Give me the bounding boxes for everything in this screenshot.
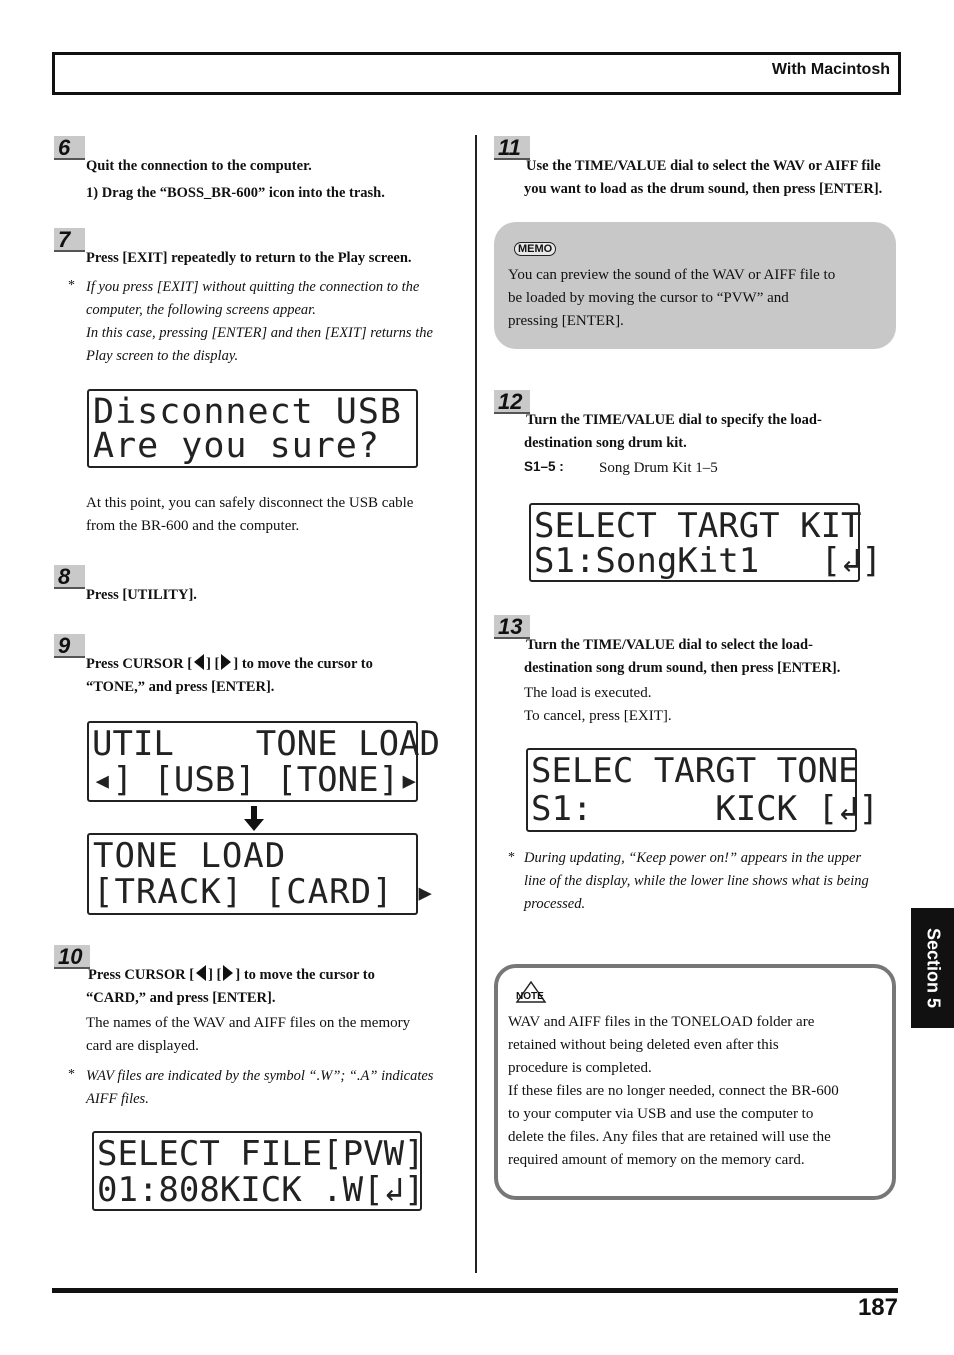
step-10-title-part: Press CURSOR [ xyxy=(88,967,195,983)
memo-badge: MEMO xyxy=(514,242,556,256)
note-line: required amount of memory on the memory card. xyxy=(508,1152,805,1168)
note-line: retained without being deleted even after this xyxy=(508,1037,779,1053)
lcd-line: SELEC TARGT TONE xyxy=(531,751,859,791)
step-11-title-line: you want to load as the drum sound, then press [ENTER]. xyxy=(524,181,883,197)
cursor-left-icon xyxy=(196,965,206,981)
note-line: If these files are no longer needed, connect the BR-600 xyxy=(508,1083,839,1099)
step-7-note-line: In this case, pressing [ENTER] and then [EXIT] returns the xyxy=(86,325,433,341)
step-13-title-line: Turn the TIME/VALUE dial to select the load- xyxy=(526,637,813,653)
lcd-select-target-kit xyxy=(529,503,882,582)
step-number-9: 9 xyxy=(54,634,85,658)
step-9-title-part: ] to move the cursor to xyxy=(233,656,373,672)
step-10-body-line: The names of the WAV and AIFF files on the memory xyxy=(86,1015,411,1031)
lcd-line: SELECT TARGT KIT xyxy=(534,506,862,546)
cursor-right-icon xyxy=(221,654,231,670)
step-11-title-line: Use the TIME/VALUE dial to select the WAV or AIFF file xyxy=(526,158,881,174)
step-13-body-line: To cancel, press [EXIT]. xyxy=(524,708,672,724)
asterisk-mark: * xyxy=(508,850,515,865)
memo-line: You can preview the sound of the WAV or AIFF file to xyxy=(508,267,836,283)
lcd-line: [TRACK] [CARD] ▸ xyxy=(93,872,437,912)
footer-rule xyxy=(52,1288,898,1293)
step-number-10: 10 xyxy=(54,945,90,969)
step-13-title-line: destination song drum sound, then press [ENTER]. xyxy=(524,660,841,676)
step-9-title-part: ] [ xyxy=(206,656,220,672)
section-tab-label: Section 5 xyxy=(923,927,943,1009)
step-6-title: Quit the connection to the computer. xyxy=(86,158,312,174)
column-divider xyxy=(475,135,477,1273)
down-arrow-icon xyxy=(251,806,257,820)
cursor-right-icon xyxy=(223,965,233,981)
lcd-line: UTIL TONE LOAD xyxy=(92,724,440,764)
lcd-line: S1:SongKit1 [↲] xyxy=(534,541,882,581)
note-line: WAV and AIFF files in the TONELOAD folder are xyxy=(508,1014,815,1030)
step-7-title: Press [EXIT] repeatedly to return to the Play screen. xyxy=(86,250,412,266)
step-7-body-line: from the BR-600 and the computer. xyxy=(86,518,300,534)
step-7-note-line: If you press [EXIT] without quitting the connection to the xyxy=(86,279,420,295)
memo-line: pressing [ENTER]. xyxy=(508,313,624,329)
note-line: procedure is completed. xyxy=(508,1060,652,1076)
step-7-note-line: computer, the following screens appear. xyxy=(86,302,316,318)
lcd-select-target-tone xyxy=(526,748,879,832)
note-badge: NOTE xyxy=(516,991,544,1002)
step-number-6: 6 xyxy=(54,136,85,160)
note-line: delete the files. Any files that are retained will use the xyxy=(508,1129,831,1145)
step-10-title xyxy=(88,964,375,987)
step-12-title-line: Turn the TIME/VALUE dial to specify the load- xyxy=(526,412,822,428)
lcd-line: Disconnect USB xyxy=(93,392,403,432)
header-box xyxy=(52,52,901,95)
step-12-title-line: destination song drum kit. xyxy=(524,435,687,451)
step-13-note-line: During updating, “Keep power on!” appears in the upper xyxy=(524,850,862,866)
step-8-title: Press [UTILITY]. xyxy=(86,587,197,603)
step-number-8: 8 xyxy=(54,565,85,589)
lcd-line: S1: KICK [↲] xyxy=(531,789,879,829)
param-key: S1–5 : xyxy=(524,459,564,474)
lcd-util-tone-load xyxy=(87,721,440,802)
step-10-title-part: ] to move the cursor to xyxy=(235,967,375,983)
param-value: Song Drum Kit 1–5 xyxy=(599,460,718,476)
lcd-line: 01:808KICK .W[↲] xyxy=(97,1170,425,1210)
step-number-13: 13 xyxy=(494,615,530,639)
section-heading: With Macintosh xyxy=(771,61,890,78)
memo-line: be loaded by moving the cursor to “PVW” and xyxy=(508,290,789,306)
asterisk-mark: * xyxy=(68,278,75,293)
step-7-body-line: At this point, you can safely disconnect the USB cable xyxy=(86,495,414,511)
down-arrow-head-icon xyxy=(244,819,264,831)
step-number-11: 11 xyxy=(494,136,530,160)
cursor-left-icon xyxy=(194,654,204,670)
section-tab xyxy=(911,908,954,1028)
page-number: 187 xyxy=(857,1294,898,1321)
step-9-title-line2: “TONE,” and press [ENTER]. xyxy=(86,679,275,695)
note-box xyxy=(494,964,896,1200)
memo-box xyxy=(494,222,896,349)
step-10-title-part: ] [ xyxy=(208,967,222,983)
lcd-line: SELECT FILE[PVW] xyxy=(97,1134,425,1174)
step-10-body-line: card are displayed. xyxy=(86,1038,199,1054)
note-line: to your computer via USB and use the computer to xyxy=(508,1106,814,1122)
lcd-disconnect-usb xyxy=(87,389,418,468)
lcd-line: TONE LOAD xyxy=(93,836,287,876)
step-13-note-line: processed. xyxy=(524,896,586,912)
lcd-line: ◂] [USB] [TONE]▸ xyxy=(92,760,420,800)
step-9-title-part: Press CURSOR [ xyxy=(86,656,193,672)
step-7-note-line: Play screen to the display. xyxy=(86,348,239,364)
step-13-body-line: The load is executed. xyxy=(524,685,652,701)
step-number-7: 7 xyxy=(54,228,85,252)
lcd-select-file xyxy=(92,1131,425,1211)
lcd-tone-load xyxy=(87,833,437,915)
step-10-note-line: WAV files are indicated by the symbol “.W”; “.A” indicates xyxy=(86,1068,434,1084)
step-10-title-line2: “CARD,” and press [ENTER]. xyxy=(86,990,276,1006)
lcd-line: Are you sure? xyxy=(93,426,380,466)
step-9-title xyxy=(86,653,373,676)
asterisk-mark: * xyxy=(68,1067,75,1082)
note-icon xyxy=(514,980,548,1004)
step-13-note-line: line of the display, while the lower line shows what is being xyxy=(524,873,869,889)
step-6-substep: 1) Drag the “BOSS_BR-600” icon into the trash. xyxy=(86,185,385,201)
step-10-note-line: AIFF files. xyxy=(86,1091,149,1107)
step-number-12: 12 xyxy=(494,390,530,414)
